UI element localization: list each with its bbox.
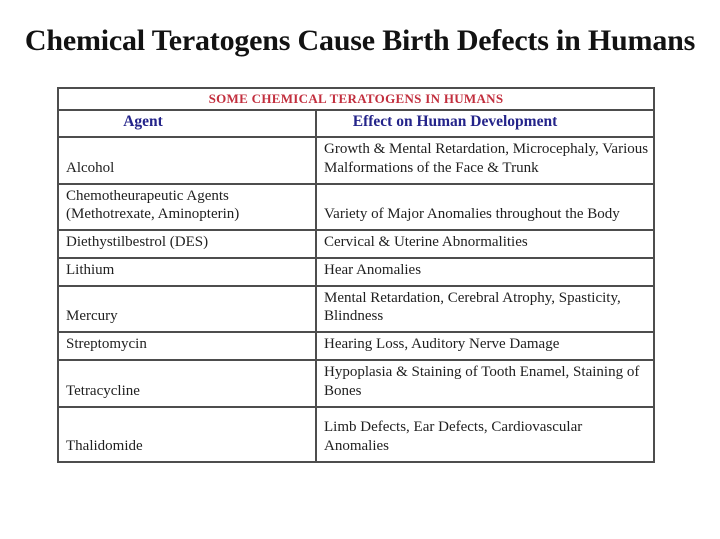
column-header-agent: Agent — [58, 110, 316, 137]
effect-cell: Growth & Mental Retardation, Microcephaly, Various Malformations of the Face & Trunk — [316, 137, 654, 184]
effect-cell: Hear Anomalies — [316, 258, 654, 286]
teratogens-table — [57, 87, 655, 463]
effect-cell: Hypoplasia & Staining of Tooth Enamel, Staining of Bones — [316, 360, 654, 407]
table-banner: SOME CHEMICAL TERATOGENS IN HUMANS — [58, 88, 654, 110]
agent-cell: Mercury — [58, 286, 316, 333]
agent-cell: Chemotheurapeutic Agents (Methotrexate, Aminopterin) — [58, 184, 316, 231]
table-row — [58, 332, 654, 360]
agent-cell: Thalidomide — [58, 407, 316, 462]
banner-row — [58, 88, 654, 110]
effect-cell: Hearing Loss, Auditory Nerve Damage — [316, 332, 654, 360]
table-row — [58, 360, 654, 407]
effect-cell: Limb Defects, Ear Defects, Cardiovascular Anomalies — [316, 407, 654, 462]
agent-cell: Streptomycin — [58, 332, 316, 360]
table-row — [58, 230, 654, 258]
effect-cell: Variety of Major Anomalies throughout the Body — [316, 184, 654, 231]
effect-cell: Mental Retardation, Cerebral Atrophy, Spasticity, Blindness — [316, 286, 654, 333]
page-title: Chemical Teratogens Cause Birth Defects in Humans — [24, 24, 696, 57]
table-row — [58, 286, 654, 333]
table-row — [58, 137, 654, 184]
agent-cell: Tetracycline — [58, 360, 316, 407]
agent-cell: Lithium — [58, 258, 316, 286]
header-row — [58, 110, 654, 137]
agent-cell: Alcohol — [58, 137, 316, 184]
agent-cell: Diethystilbestrol (DES) — [58, 230, 316, 258]
table-row — [58, 258, 654, 286]
column-header-effect: Effect on Human Development — [316, 110, 654, 137]
table-row — [58, 407, 654, 462]
table-row — [58, 184, 654, 231]
effect-cell: Cervical & Uterine Abnormalities — [316, 230, 654, 258]
